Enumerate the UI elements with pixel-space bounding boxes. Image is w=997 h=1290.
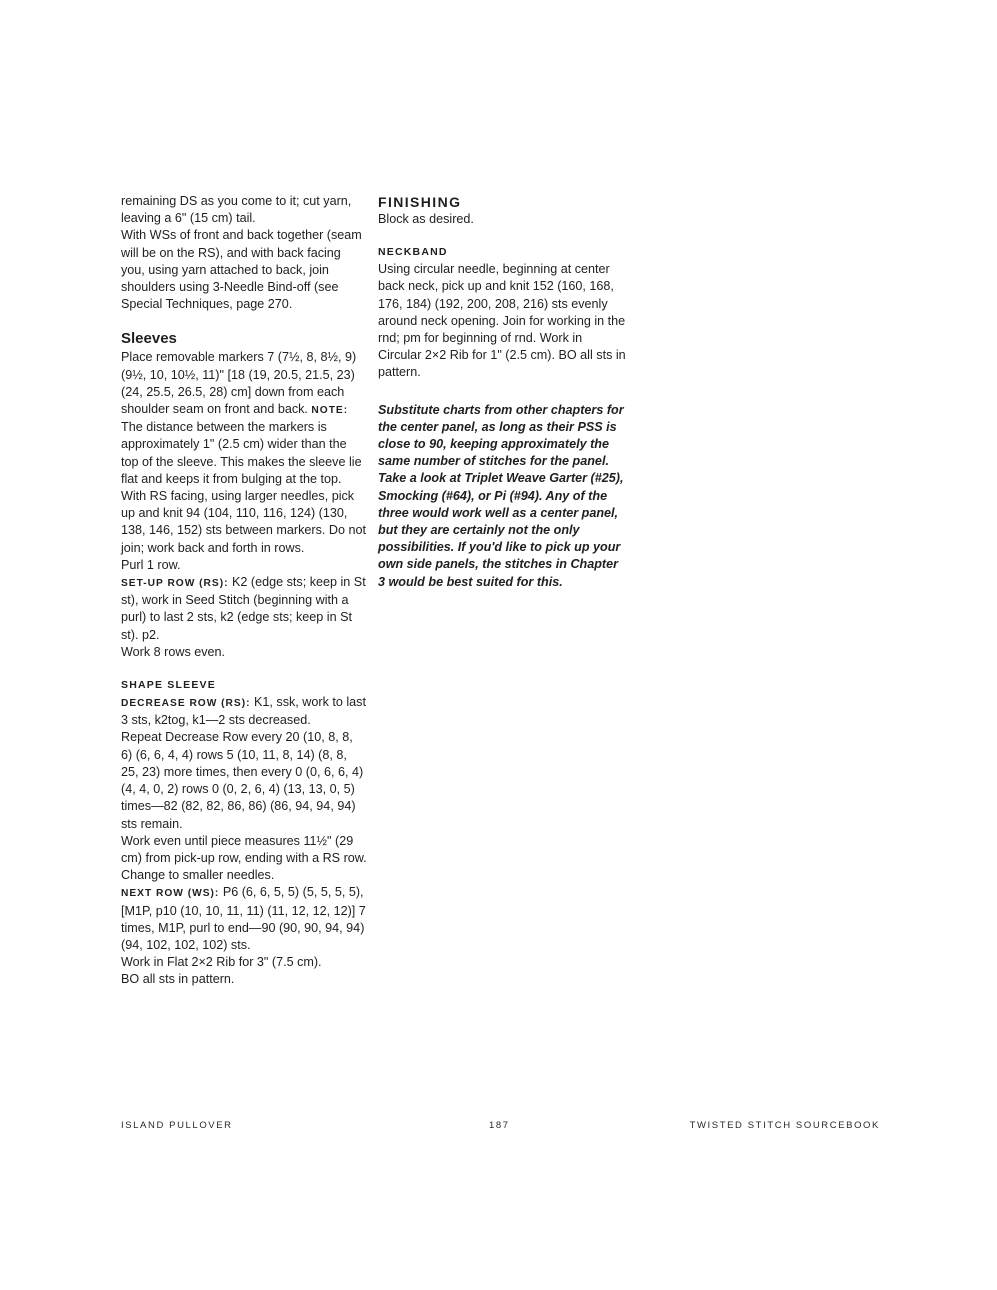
finishing-heading: FINISHING — [378, 194, 462, 210]
next-row-body: P6 (6, 6, 5, 5) (5, 5, 5, 5), [M1P, p10 (10, 10, 11, 11) (11, 12, 12, 12)] 7 times, M1P, purl to end—90 (90, 90, 94, 94) (94, 102, 102, 102) sts. — [121, 885, 366, 952]
spacer — [121, 661, 367, 677]
setup-row-label: SET-UP ROW (RS): — [121, 578, 229, 590]
sleeves-markers-text — [121, 349, 367, 488]
shoulder-text: remaining DS as you come to it; cut yarn, leaving a 6" (15 cm) tail. — [121, 194, 352, 226]
next-row-label: NEXT ROW (WS): — [121, 888, 220, 900]
neckband-text: Using circular needle, beginning at center back neck, pick up and knit 152 (160, 168, 176, 184) (192, 200, 208, 216) sts evenly around neck opening. Join for working in the rnd; pm for beginning of rnd. Work in Circular 2×2 Rib for 1" (2.5 cm). BO all sts in pattern. — [378, 262, 626, 380]
right-column — [378, 193, 626, 591]
work-even-rows-text: Work 8 rows even. — [121, 644, 226, 659]
sleeves-markers-body: Place removable markers 7 (7½, 8, 8½, 9) (9½, 10, 10½, 11)" [18 (19, 20.5, 21.5, 23) (24, 25.5, 26.5, 28) cm] down from each shoulder seam on front and back. — [121, 350, 357, 417]
next-row-text — [121, 884, 367, 954]
footer-book-title: TWISTED STITCH SOURCEBOOK — [689, 1120, 880, 1131]
spacer — [378, 382, 626, 402]
change-needles-text: Change to smaller needles. — [121, 868, 275, 883]
rib-text: Work in Flat 2×2 Rib for 3" (7.5 cm). — [121, 955, 322, 970]
shoulder-join-text: With WSs of front and back together (seam will be on the RS), and with back facing you, using yarn attached to back, join shoulders using 3-Needle Bind-off (see Special Techniques, page 270. — [121, 228, 362, 312]
purl-row-text: Purl 1 row. — [121, 557, 181, 572]
spacer — [378, 228, 626, 244]
work-even-measure-text: Work even until piece measures 11½" (29 cm) from pick-up row, ending with a RS row. — [121, 833, 367, 865]
page-number: 187 — [489, 1120, 510, 1131]
footer-pattern-name: ISLAND PULLOVER — [121, 1120, 233, 1131]
bind-off-text: BO all sts in pattern. — [121, 972, 235, 987]
decrease-row-text — [121, 694, 367, 729]
sidebar-note: Substitute charts from other chapters for the center panel, as long as their PSS is close to 90, keeping approximately the same number of stitches for the panel. Take a look at Triplet Weave Garter (#25), Smocking (#64), or Pi (#94). Any of the three would work well as a center panel, but they are certainly not the only possibilities. If you'd like to pick up your own side panels, the stitches in Chapter 3 would be best suited for this. — [378, 402, 624, 589]
note-text: The distance between the markers is approximately 1" (2.5 cm) wider than the top of the sleeve. This makes the sleeve lie flat and keeps it from bulging at the top. — [121, 420, 362, 486]
decrease-row-body: K1, ssk, work to last 3 sts, k2tog, k1—2 sts decreased. — [121, 695, 366, 728]
decrease-row-label: DECREASE ROW (RS): — [121, 698, 251, 710]
pickup-text: With RS facing, using larger needles, pick up and knit 94 (104, 110, 116, 124) (130, 138, 146, 152) sts between markers. Do not join; work back and forth in rows. — [121, 489, 367, 555]
setup-row-text — [121, 574, 367, 644]
shape-sleeve-heading: SHAPE SLEEVE — [121, 679, 216, 692]
note-label: NOTE: — [311, 405, 349, 417]
setup-row-body: K2 (edge sts; keep in St st), work in Seed Stitch (beginning with a purl) to last 2 sts, k2 (edge sts; keep in St st). p2. — [121, 575, 366, 642]
block-text: Block as desired. — [378, 212, 474, 226]
repeat-text: Repeat Decrease Row every 20 (10, 8, 8, 6) (6, 6, 4, 4) rows 5 (10, 11, 8, 14) (8, 8, 25, 23) more times, then every 0 (0, 6, 6, 4) (4, 4, 0, 2) rows 0 (0, 2, 6, 4) (13, 13, 0, 5) times—82 (82, 82, 86, 86) (86, 94, 94, 94) sts remain. — [121, 730, 364, 831]
left-column — [121, 193, 367, 989]
neckband-heading: NECKBAND — [378, 246, 448, 259]
sleeves-heading: Sleeves — [121, 330, 177, 348]
